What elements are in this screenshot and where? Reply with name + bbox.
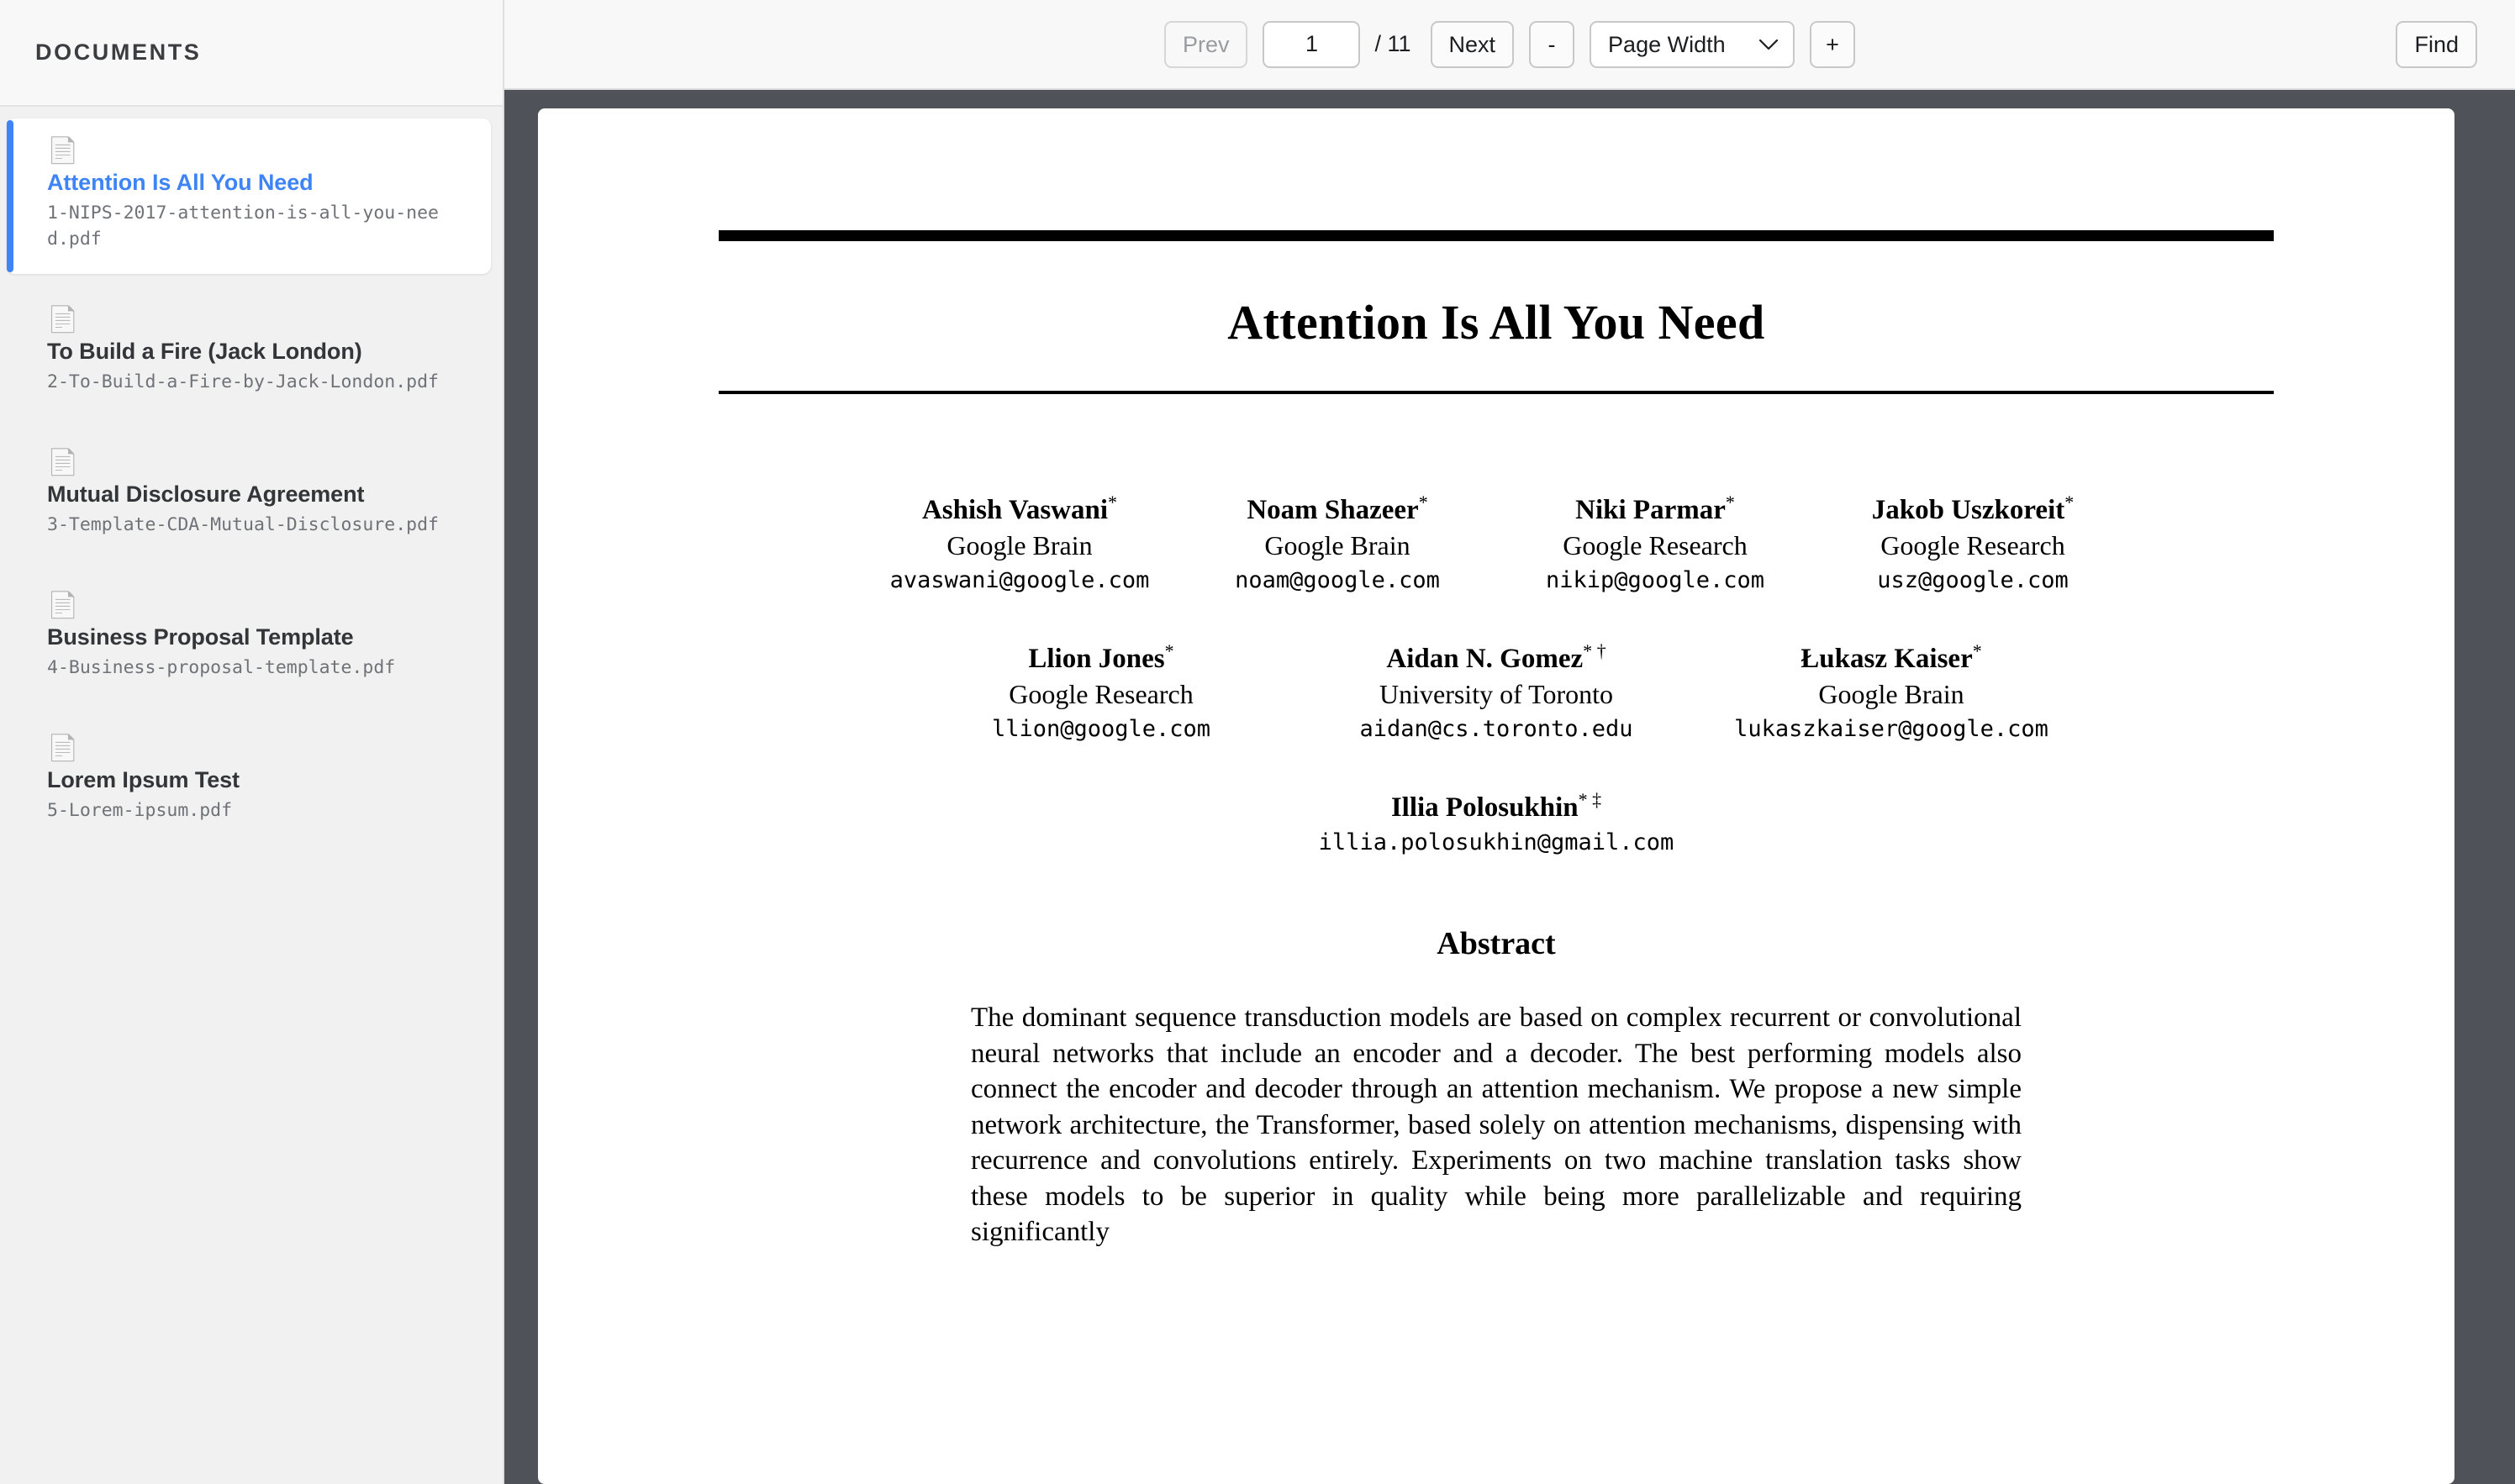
authors-row-3 [538, 782, 2454, 860]
author-name: Noam Shazeer* [1247, 492, 1428, 525]
author-affiliation: Google Brain [946, 530, 1093, 560]
author-email: aidan@cs.toronto.edu [1359, 716, 1633, 742]
pdf-page-1 [538, 108, 2454, 1484]
sidebar-item-business-proposal-template[interactable] [7, 573, 491, 703]
authors-row-1 [538, 485, 2454, 598]
pdf-page-content [538, 230, 2454, 1250]
author-entry [1694, 634, 2089, 747]
sidebar-item-attention-is-all-you-need[interactable] [7, 118, 491, 274]
document-title: Business Proposal Template [47, 624, 354, 650]
author-affiliation: Google Brain [1818, 679, 1964, 709]
author-marks: * [1108, 492, 1118, 513]
authors-row-2 [538, 634, 2454, 747]
author-email: llion@google.com [991, 716, 1211, 742]
documents-sidebar [0, 0, 504, 1484]
document-filename: 4-Business-proposal-template.pdf [47, 657, 396, 678]
author-entry [1236, 782, 1757, 860]
zoom-select-wrapper [1590, 21, 1795, 68]
viewer-main [504, 0, 2515, 1484]
title-rule-bottom [719, 391, 2274, 394]
author-name: Jakob Uszkoreit* [1871, 492, 2075, 525]
document-filename: 3-Template-CDA-Mutual-Disclosure.pdf [47, 514, 439, 535]
document-title: Mutual Disclosure Agreement [47, 482, 365, 507]
toolbar-controls [504, 21, 2515, 68]
document-title: Lorem Ipsum Test [47, 767, 240, 792]
author-email: illia.polosukhin@gmail.com [1318, 829, 1674, 855]
author-name: Illia Polosukhin* ‡ [1390, 789, 1602, 823]
author-marks: * [1725, 492, 1735, 513]
author-email: avaswani@google.com [889, 567, 1150, 593]
author-marks: * [1164, 640, 1174, 661]
author-entry [904, 634, 1299, 747]
abstract-heading: Abstract [1437, 926, 1556, 961]
next-page-button[interactable]: Next [1431, 21, 1515, 68]
author-affiliation: University of Toronto [1379, 679, 1614, 709]
title-rule-top [719, 230, 2274, 241]
sidebar-title: DOCUMENTS [35, 39, 202, 65]
author-affiliation: Google Brain [1264, 530, 1410, 560]
author-marks: * [1418, 492, 1428, 513]
sidebar-item-mutual-disclosure-agreement[interactable] [7, 430, 491, 560]
author-email: nikip@google.com [1545, 567, 1765, 593]
document-title: Attention Is All You Need [47, 170, 314, 195]
author-entry [1814, 485, 2132, 598]
document-icon: 📄 [47, 449, 79, 476]
authors-block [538, 485, 2454, 860]
author-name: Łukasz Kaiser* [1801, 640, 1982, 674]
prev-page-button[interactable]: Prev [1164, 21, 1248, 68]
document-filename: 2-To-Build-a-Fire-by-Jack-London.pdf [47, 371, 439, 392]
pdf-toolbar [504, 0, 2515, 90]
author-marks: * [1972, 640, 1982, 661]
document-icon: 📄 [47, 306, 79, 334]
author-name: Aidan N. Gomez* † [1386, 640, 1606, 674]
document-icon: 📄 [47, 137, 79, 165]
sidebar-header [0, 0, 503, 107]
author-entry [1496, 485, 1814, 598]
zoom-in-button[interactable]: + [1810, 21, 1855, 68]
author-marks: * ‡ [1578, 789, 1602, 810]
sidebar-item-to-build-a-fire[interactable] [7, 287, 491, 417]
author-email: lukaszkaiser@google.com [1734, 716, 2048, 742]
document-icon: 📄 [47, 592, 79, 619]
page-number-input[interactable] [1263, 21, 1360, 68]
author-entry [861, 485, 1178, 598]
zoom-out-button[interactable]: - [1529, 21, 1574, 68]
pdf-viewer-canvas[interactable] [504, 90, 2515, 1484]
document-filename: 5-Lorem-ipsum.pdf [47, 800, 233, 821]
author-name: Niki Parmar* [1575, 492, 1735, 525]
sidebar-item-lorem-ipsum-test[interactable] [7, 716, 491, 845]
zoom-level-select[interactable] [1590, 21, 1795, 68]
document-title: To Build a Fire (Jack London) [47, 339, 362, 364]
document-list [0, 107, 503, 1484]
author-email: usz@google.com [1877, 567, 2069, 593]
author-name: Ashish Vaswani* [921, 492, 1118, 525]
find-button[interactable]: Find [2396, 21, 2477, 68]
abstract-paragraph: The dominant sequence transduction models are based on complex recurrent or convolutional neural networks that include an encoder and a decoder. The best performing models also connect the encoder and decoder through an attention mechanism. We propose a new simple network architecture, the Transformer, based solely on attention mechanisms, dispensing with recurrence and convolutions entirely. Experiments on two machine translation tasks show these models to be superior in quality while being more parallelizable and requiring significantly [971, 1002, 2022, 1247]
document-icon: 📄 [47, 734, 79, 762]
abstract-body [971, 1000, 2022, 1250]
author-affiliation: Google Research [1880, 530, 2065, 560]
author-affiliation: Google Research [1009, 679, 1194, 709]
paper-title: Attention Is All You Need [1227, 295, 1765, 350]
document-filename: 1-NIPS-2017-attention-is-all-you-need.pdf [47, 203, 439, 250]
page-total-label: / 11 [1374, 31, 1411, 56]
author-entry [1299, 634, 1694, 747]
author-entry [1178, 485, 1496, 598]
author-name: Llion Jones* [1028, 640, 1174, 674]
author-marks: * [2064, 492, 2075, 513]
author-email: noam@google.com [1235, 567, 1440, 593]
author-marks: * † [1583, 640, 1606, 661]
author-affiliation: Google Research [1563, 530, 1748, 560]
